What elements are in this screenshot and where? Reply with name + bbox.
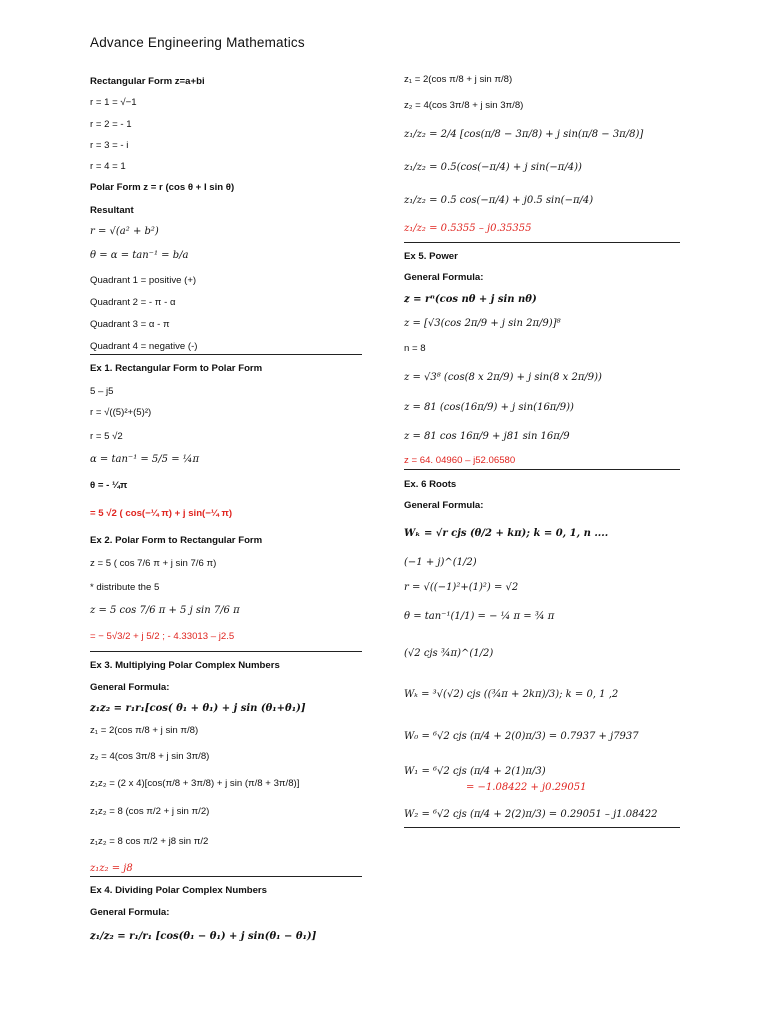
left-line: Resultant: [90, 205, 134, 216]
left-line: z₁z₂ = 8 cos π/2 + j8 sin π/2: [90, 836, 209, 847]
right-line: General Formula:: [404, 272, 484, 283]
right-line: Ex 5. Power: [404, 251, 458, 262]
left-line: z₁z₂ = j8: [90, 863, 133, 874]
right-line: z = rⁿ(cos nθ + j sin nθ): [404, 294, 537, 305]
right-line: W₀ = ⁶√2 cjs (π/4 + 2(0)π/3) = 0.7937 + j7937: [404, 731, 639, 742]
section-divider: [404, 827, 680, 828]
right-line: z = 64. 04960 – j52.06580: [404, 455, 516, 466]
right-line: z = 81 cos 16π/9 + j81 sin 16π/9: [404, 431, 570, 442]
left-line: z = 5 ( cos 7/6 π + j sin 7/6 π): [90, 558, 217, 569]
right-line: z₁/z₂ = 0.5(cos(−π/4) + j sin(−π/4)): [404, 162, 582, 173]
left-line: = − 5√3/2 + j 5/2 ; - 4.33013 – j2.5: [90, 631, 235, 642]
left-line: r = 3 = - i: [90, 140, 129, 151]
left-line: α = tan⁻¹ = 5/5 = ¼π: [90, 454, 200, 465]
right-line: n = 8: [404, 343, 426, 354]
left-line: z₁z₂ = r₁r₁[cos( θ₁ + θ₁) + j sin (θ₁+θ₁)]: [90, 703, 306, 714]
left-line: Ex 3. Multiplying Polar Complex Numbers: [90, 660, 280, 671]
left-line: θ = - ¼π: [90, 480, 128, 491]
section-divider: [404, 242, 680, 243]
left-line: z₂ = 4(cos 3π/8 + j sin 3π/8): [90, 751, 210, 762]
left-line: z₁z₂ = 8 (cos π/2 + j sin π/2): [90, 806, 210, 817]
right-line: (√2 cjs ¾π)^(1/2): [404, 648, 494, 659]
right-line: z = √3⁸ (cos(8 x 2π/9) + j sin(8 x 2π/9)): [404, 372, 602, 383]
left-line: General Formula:: [90, 682, 170, 693]
left-line: r = 2 = - 1: [90, 119, 132, 130]
left-line: Ex 4. Dividing Polar Complex Numbers: [90, 885, 267, 896]
right-line: W₁ = ⁶√2 cjs (π/4 + 2(1)π/3): [404, 766, 546, 777]
right-line: z₁ = 2(cos π/8 + j sin π/8): [404, 74, 513, 85]
right-line: r = √((−1)²+(1)²) = √2: [404, 582, 519, 593]
left-line: z₁/z₂ = r₁/r₁ [cos(θ₁ − θ₁) + j sin(θ₁ − θ₁)]: [90, 931, 317, 942]
document-title: Advance Engineering Mathematics: [90, 35, 305, 50]
left-line: * distribute the 5: [90, 582, 160, 593]
right-line: W₂ = ⁶√2 cjs (π/4 + 2(2)π/3) = 0.29051 – j1.08422: [404, 809, 658, 820]
right-line: Ex. 6 Roots: [404, 479, 457, 490]
left-line: 5 – j5: [90, 386, 114, 397]
right-line: Wₖ = √r cjs (θ/2 + kπ); k = 0, 1, n ....: [404, 528, 609, 539]
left-line: = 5 √2 ( cos(−¼ π) + j sin(−¼ π): [90, 508, 233, 519]
left-line: Quadrant 1 = positive (+): [90, 275, 197, 286]
left-line: θ = α = tan⁻¹ = b/a: [90, 250, 189, 261]
section-divider: [404, 469, 680, 470]
left-line: r = 1 = √−1: [90, 97, 137, 108]
right-line: = −1.08422 + j0.29051: [466, 782, 587, 793]
right-line: z = 81 (cos(16π/9) + j sin(16π/9)): [404, 402, 574, 413]
left-line: Polar Form z = r (cos θ + I sin θ): [90, 182, 235, 193]
right-line: θ = tan⁻¹(1/1) = − ¼ π = ¾ π: [404, 611, 555, 622]
left-line: Rectangular Form z=a+bi: [90, 76, 205, 87]
right-line: z₁/z₂ = 0.5355 – j0.35355: [404, 223, 532, 234]
left-line: r = √(a² + b²): [90, 226, 159, 237]
right-line: (−1 + j)^(1/2): [404, 557, 477, 568]
right-line: Wₖ = ³√(√2) cjs ((¾π + 2kπ)/3); k = 0, 1 ,2: [404, 689, 619, 700]
right-line: z₁/z₂ = 0.5 cos(−π/4) + j0.5 sin(−π/4): [404, 195, 594, 206]
left-line: Ex 1. Rectangular Form to Polar Form: [90, 363, 263, 374]
right-line: General Formula:: [404, 500, 484, 511]
right-line: z₂ = 4(cos 3π/8 + j sin 3π/8): [404, 100, 524, 111]
right-line: z = [√3(cos 2π/9 + j sin 2π/9)]⁸: [404, 318, 561, 329]
left-line: Quadrant 3 = α - π: [90, 319, 170, 330]
section-divider: [90, 354, 362, 355]
left-line: z = 5 cos 7/6 π + 5 j sin 7/6 π: [90, 605, 240, 616]
left-line: z₁ = 2(cos π/8 + j sin π/8): [90, 725, 199, 736]
left-line: Quadrant 2 = - π - α: [90, 297, 176, 308]
left-line: General Formula:: [90, 907, 170, 918]
left-line: r = 4 = 1: [90, 161, 126, 172]
left-line: Ex 2. Polar Form to Rectangular Form: [90, 535, 263, 546]
section-divider: [90, 651, 362, 652]
left-line: r = 5 √2: [90, 431, 123, 442]
left-line: r = √((5)²+(5)²): [90, 407, 152, 418]
right-line: z₁/z₂ = 2/4 [cos(π/8 − 3π/8) + j sin(π/8 − 3π/8)]: [404, 129, 644, 140]
left-line: z₁z₂ = (2 x 4)[cos(π/8 + 3π/8) + j sin (π/8 + 3π/8)]: [90, 778, 300, 789]
section-divider: [90, 876, 362, 877]
left-line: Quadrant 4 = negative (-): [90, 341, 198, 352]
